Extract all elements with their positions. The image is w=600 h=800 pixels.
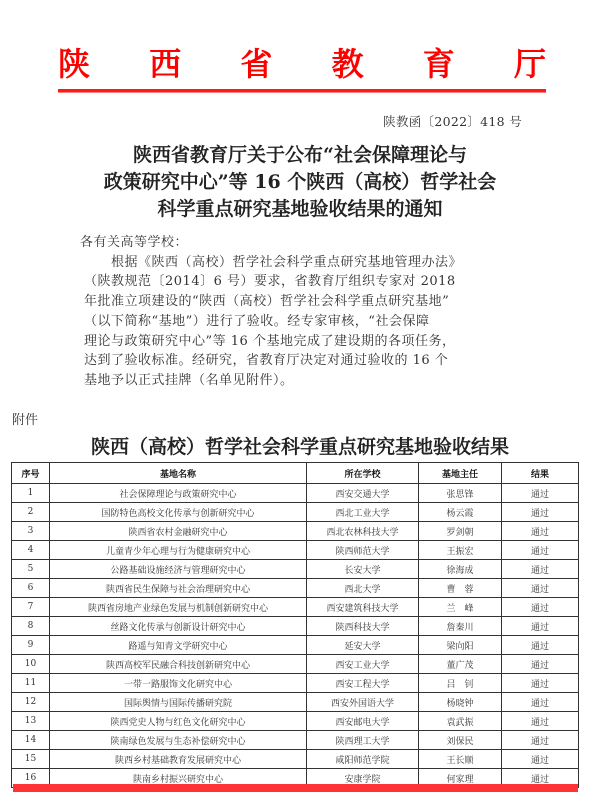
cell-school: 西安建筑科技大学	[307, 598, 419, 617]
salutation: 各有关高等学校：	[80, 235, 189, 250]
results-table	[11, 462, 579, 788]
table-row	[12, 712, 579, 731]
cell-school: 陕西科技大学	[307, 617, 419, 636]
cell-base-name: 儿童青少年心理与行为健康研究中心	[50, 541, 307, 560]
table-row	[12, 617, 579, 636]
cell-no: 11	[12, 674, 50, 693]
masthead	[58, 44, 546, 84]
cell-no: 3	[12, 522, 50, 541]
cell-result: 通过	[502, 522, 579, 541]
cell-result: 通过	[502, 712, 579, 731]
cell-result: 通过	[502, 541, 579, 560]
cell-director: 王振宏	[419, 541, 502, 560]
cell-base-name: 陕南绿色发展与生态补偿研究中心	[50, 731, 307, 750]
cell-result: 通过	[502, 579, 579, 598]
body-line: 年批准立项建设的“陕西（高校）哲学社会科学重点研究基地”	[84, 294, 450, 310]
cell-no: 4	[12, 541, 50, 560]
column-header-name: 基地名称	[50, 463, 307, 484]
cell-result: 通过	[502, 693, 579, 712]
attachment-title: 陕西（高校）哲学社会科学重点研究基地验收结果	[90, 436, 509, 458]
table-row	[12, 674, 579, 693]
cell-result: 通过	[502, 674, 579, 693]
cell-base-name: 路遥与知青文学研究中心	[50, 636, 307, 655]
cell-no: 15	[12, 750, 50, 769]
cell-result: 通过	[502, 560, 579, 579]
masthead-char: 西	[149, 45, 182, 83]
cell-base-name: 丝路文化传承与创新设计研究中心	[50, 617, 307, 636]
cell-school: 陕西理工大学	[307, 731, 419, 750]
cell-base-name: 社会保障理论与政策研究中心	[50, 484, 307, 503]
column-header-director: 基地主任	[419, 463, 502, 484]
cell-school: 西北工业大学	[307, 503, 419, 522]
table-row	[12, 579, 579, 598]
cell-result: 通过	[502, 484, 579, 503]
cell-school: 西北大学	[307, 579, 419, 598]
cell-result: 通过	[502, 617, 579, 636]
cell-base-name: 国际舆情与国际传播研究院	[50, 693, 307, 712]
cell-director: 张思锋	[419, 484, 502, 503]
column-header-result: 结果	[502, 463, 579, 484]
table-row	[12, 750, 579, 769]
masthead-char: 厅	[513, 45, 546, 83]
table-row	[12, 655, 579, 674]
cell-school: 西安工业大学	[307, 655, 419, 674]
cell-director: 曹 蓉	[419, 579, 502, 598]
masthead-char: 陕	[58, 45, 91, 83]
body-line: 达到了验收标准。经研究，省教育厅决定对通过验收的 16 个	[84, 353, 449, 369]
cell-no: 9	[12, 636, 50, 655]
cell-school: 西安邮电大学	[307, 712, 419, 731]
table-row	[12, 484, 579, 503]
notice-title	[40, 142, 560, 223]
table-row	[12, 693, 579, 712]
cell-school: 陕西师范大学	[307, 541, 419, 560]
cell-base-name: 公路基础设施经济与管理研究中心	[50, 560, 307, 579]
table-row	[12, 522, 579, 541]
cell-result: 通过	[502, 769, 579, 788]
cell-base-name: 陕西省农村金融研究中心	[50, 522, 307, 541]
table-header-row	[12, 463, 579, 484]
cell-no: 2	[12, 503, 50, 522]
masthead-char: 教	[331, 45, 364, 83]
cell-school: 安康学院	[307, 769, 419, 788]
cell-base-name: 陕西省民生保障与社会治理研究中心	[50, 579, 307, 598]
cell-school: 西安交通大学	[307, 484, 419, 503]
cell-base-name: 陕南乡村振兴研究中心	[50, 769, 307, 788]
title-line: 科学重点研究基地验收结果的通知	[157, 198, 443, 220]
cell-no: 7	[12, 598, 50, 617]
masthead-char: 育	[422, 45, 455, 83]
masthead-divider-shadow	[58, 92, 546, 93]
cell-result: 通过	[502, 503, 579, 522]
body-line: 基地予以正式挂牌（名单见附件）。	[84, 372, 294, 388]
cell-base-name: 陕西党史人物与红色文化研究中心	[50, 712, 307, 731]
cell-no: 6	[12, 579, 50, 598]
cell-base-name: 陕西乡村基础教育发展研究中心	[50, 750, 307, 769]
cell-school: 咸阳师范学院	[307, 750, 419, 769]
cell-no: 14	[12, 731, 50, 750]
cell-school: 西北农林科技大学	[307, 522, 419, 541]
document-number: 陕教函〔2022〕418 号	[383, 114, 522, 129]
cell-no: 16	[12, 769, 50, 788]
table-row	[12, 503, 579, 522]
cell-result: 通过	[502, 655, 579, 674]
cell-no: 13	[12, 712, 50, 731]
cell-director: 兰 峰	[419, 598, 502, 617]
cell-director: 吕 钊	[419, 674, 502, 693]
attachment-label: 附件	[12, 413, 39, 428]
column-header-school: 所在学校	[307, 463, 419, 484]
table-row	[12, 731, 579, 750]
cell-director: 何家理	[419, 769, 502, 788]
cell-director: 王长顺	[419, 750, 502, 769]
cell-school: 长安大学	[307, 560, 419, 579]
cell-result: 通过	[502, 750, 579, 769]
cell-result: 通过	[502, 598, 579, 617]
cell-director: 詹秦川	[419, 617, 502, 636]
cell-base-name: 国防特色高校文化传承与创新研究中心	[50, 503, 307, 522]
title-line: 陕西省教育厅关于公布“社会保障理论与	[133, 144, 467, 166]
cell-no: 8	[12, 617, 50, 636]
notice-body	[80, 233, 519, 391]
cell-base-name: 陕西高校军民融合科技创新研究中心	[50, 655, 307, 674]
table-row	[12, 541, 579, 560]
body-line: （陕教规范〔2014〕6 号）要求，省教育厅组织专家对 2018	[84, 274, 456, 290]
cell-director: 杨晓钟	[419, 693, 502, 712]
cell-no: 1	[12, 484, 50, 503]
cell-base-name: 陕西省房地产业绿色发展与机制创新研究中心	[50, 598, 307, 617]
cell-result: 通过	[502, 731, 579, 750]
cell-no: 12	[12, 693, 50, 712]
cell-no: 5	[12, 560, 50, 579]
cell-director: 杨云霞	[419, 503, 502, 522]
column-header-no: 序号	[12, 463, 50, 484]
cell-director: 梁向阳	[419, 636, 502, 655]
cell-no: 10	[12, 655, 50, 674]
cell-director: 徐海成	[419, 560, 502, 579]
bottom-red-bar	[13, 784, 578, 792]
body-line: （以下简称“基地”）进行了验收。经专家审核，“社会保障	[84, 313, 430, 329]
table-row	[12, 598, 579, 617]
cell-school: 延安大学	[307, 636, 419, 655]
cell-director: 刘保民	[419, 731, 502, 750]
cell-director: 罗剑朝	[419, 522, 502, 541]
body-line: 根据《陕西（高校）哲学社会科学重点研究基地管理办法》	[84, 254, 463, 270]
cell-director: 袁武振	[419, 712, 502, 731]
cell-director: 董广茂	[419, 655, 502, 674]
cell-school: 西安工程大学	[307, 674, 419, 693]
table-row	[12, 560, 579, 579]
body-line: 理论与政策研究中心”等 16 个基地完成了建设期的各项任务，	[84, 333, 456, 349]
masthead-char: 省	[240, 45, 273, 83]
cell-school: 西安外国语大学	[307, 693, 419, 712]
cell-result: 通过	[502, 636, 579, 655]
cell-base-name: 一带一路服饰文化研究中心	[50, 674, 307, 693]
title-line: 政策研究中心”等 16 个陕西（高校）哲学社会	[103, 171, 497, 193]
table-row	[12, 636, 579, 655]
